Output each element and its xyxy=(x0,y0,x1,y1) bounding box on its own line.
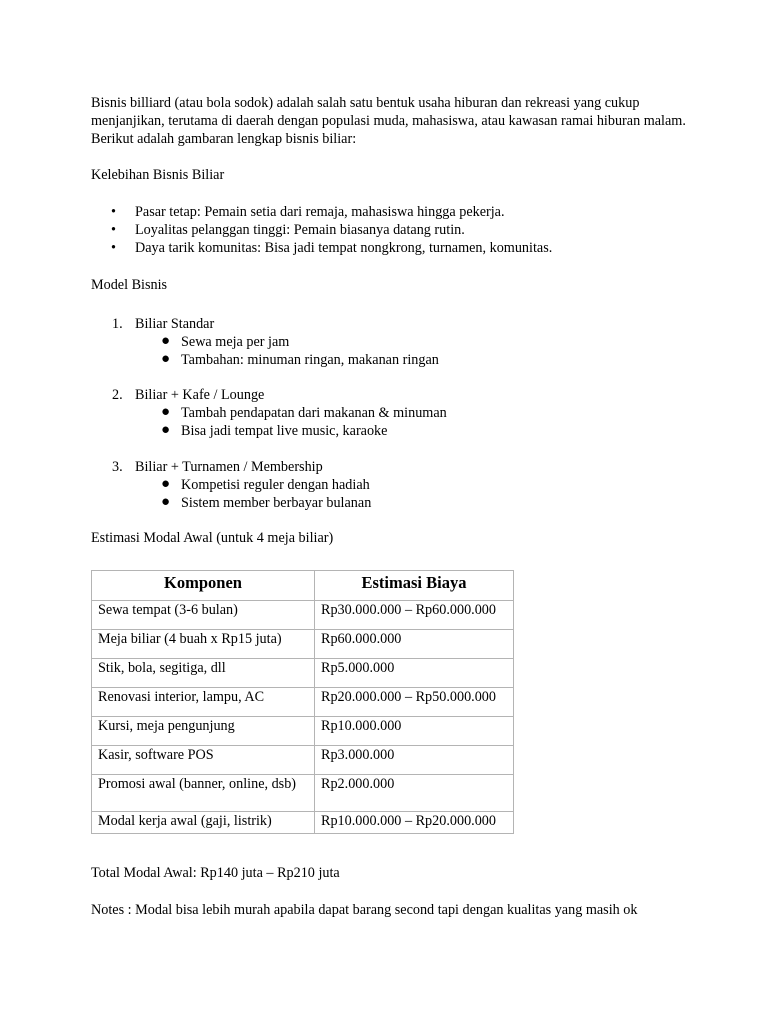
model-item-title: 2. Biliar + Kafe / Lounge xyxy=(112,387,265,403)
table-row xyxy=(92,717,514,746)
table-cell: Rp5.000.000 xyxy=(315,659,514,688)
total-modal: Total Modal Awal: Rp140 juta – Rp210 juta xyxy=(91,865,340,881)
bullet-icon: • xyxy=(111,222,116,238)
model-sub-item: ● Sewa meja per jam xyxy=(161,333,290,350)
intro-paragraph: Bisnis billiard (atau bola sodok) adalah salah satu bentuk usaha hiburan dan rekreasi yang cukup menjanjikan, terutama di daerah dengan populasi muda, mahasiswa, atau kawasan ramai hiburan malam. Berikut adalah gambaran lengkap bisnis biliar: xyxy=(91,95,686,147)
estimasi-heading: Estimasi Modal Awal (untuk 4 meja biliar) xyxy=(91,530,334,546)
table-cell: Kursi, meja pengunjung xyxy=(92,717,315,746)
table-cell: Rp30.000.000 – Rp60.000.000 xyxy=(315,601,514,630)
bullet-icon: ● xyxy=(161,333,171,349)
table-header-row xyxy=(92,571,514,601)
bullet-icon: ● xyxy=(161,494,171,510)
table-cell: Rp20.000.000 – Rp50.000.000 xyxy=(315,688,514,717)
kelebihan-list xyxy=(91,203,711,257)
model-item-title: 1. Biliar Standar xyxy=(112,316,215,332)
table-cell: Rp2.000.000 xyxy=(315,775,514,812)
list-item: • Daya tarik komunitas: Bisa jadi tempat nongkrong, turnamen, komunitas. xyxy=(111,240,553,256)
column-header-biaya: Estimasi Biaya xyxy=(315,571,514,601)
table-row xyxy=(92,746,514,775)
table-cell: Rp3.000.000 xyxy=(315,746,514,775)
table-cell: Modal kerja awal (gaji, listrik) xyxy=(92,812,315,834)
column-header-komponen: Komponen xyxy=(92,571,315,601)
model-sub-item: ● Sistem member berbayar bulanan xyxy=(161,494,372,511)
bullet-icon: ● xyxy=(161,404,171,420)
table-row xyxy=(92,601,514,630)
bullet-icon: ● xyxy=(161,476,171,492)
table-cell: Renovasi interior, lampu, AC xyxy=(92,688,315,717)
table-row xyxy=(92,630,514,659)
table-row xyxy=(92,775,514,812)
bullet-icon: ● xyxy=(161,351,171,367)
model-item-2 xyxy=(91,386,711,440)
table-cell: Stik, bola, segitiga, dll xyxy=(92,659,315,688)
table-cell: Rp10.000.000 – Rp20.000.000 xyxy=(315,812,514,834)
model-sub-item: ● Tambah pendapatan dari makanan & minuman xyxy=(161,404,447,421)
model-sub-item: ● Kompetisi reguler dengan hadiah xyxy=(161,476,370,493)
model-sub-item: ● Bisa jadi tempat live music, karaoke xyxy=(161,422,388,439)
table-cell: Promosi awal (banner, online, dsb) xyxy=(92,775,315,812)
bullet-icon: • xyxy=(111,240,116,256)
table-row xyxy=(92,688,514,717)
model-item-title: 3. Biliar + Turnamen / Membership xyxy=(112,459,323,475)
table-cell: Rp60.000.000 xyxy=(315,630,514,659)
model-sub-item: ● Tambahan: minuman ringan, makanan ringan xyxy=(161,351,439,368)
notes: Notes : Modal bisa lebih murah apabila dapat barang second tapi dengan kualitas yang masih ok xyxy=(91,902,638,918)
table-cell: Kasir, software POS xyxy=(92,746,315,775)
modal-table xyxy=(91,570,514,834)
table-cell: Rp10.000.000 xyxy=(315,717,514,746)
kelebihan-heading: Kelebihan Bisnis Biliar xyxy=(91,167,225,183)
table-cell: Sewa tempat (3-6 bulan) xyxy=(92,601,315,630)
list-item: • Pasar tetap: Pemain setia dari remaja, mahasiswa hingga pekerja. xyxy=(111,204,505,220)
model-heading: Model Bisnis xyxy=(91,277,168,293)
table-row xyxy=(92,659,514,688)
table-row xyxy=(92,812,514,834)
table-cell: Meja biliar (4 buah x Rp15 juta) xyxy=(92,630,315,659)
bullet-icon: • xyxy=(111,204,116,220)
model-item-1 xyxy=(91,315,711,369)
bullet-icon: ● xyxy=(161,422,171,438)
model-item-3 xyxy=(91,458,711,512)
list-item: • Loyalitas pelanggan tinggi: Pemain biasanya datang rutin. xyxy=(111,222,465,238)
